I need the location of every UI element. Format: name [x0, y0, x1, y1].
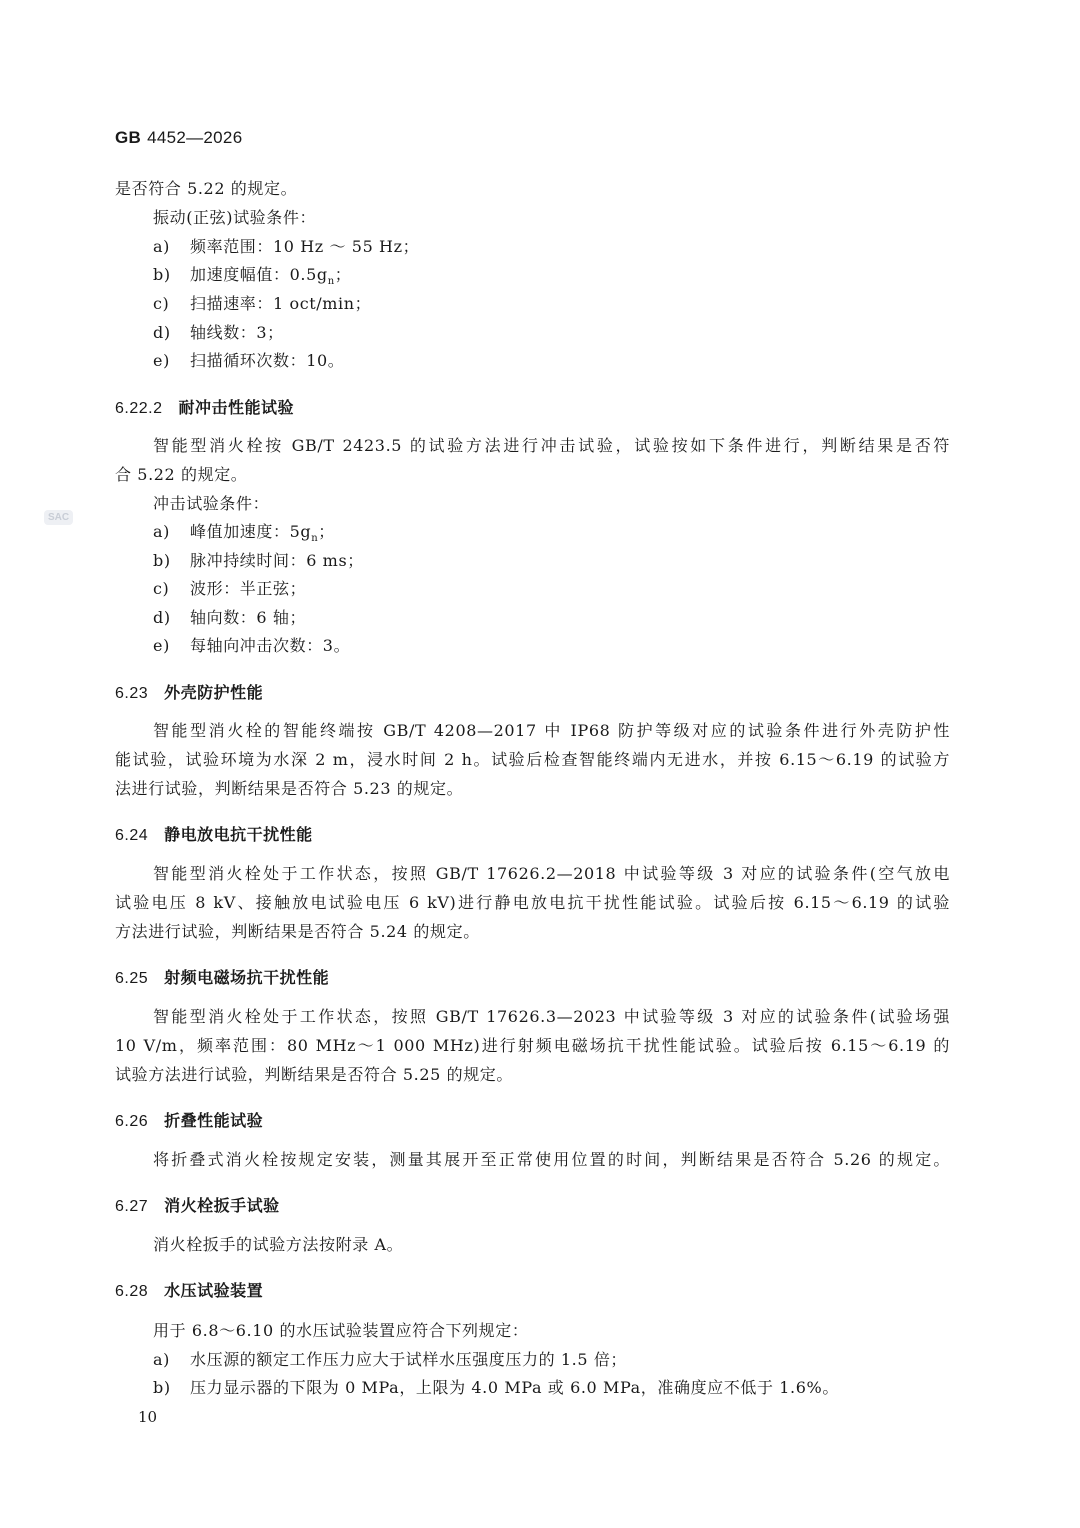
section-heading — [115, 680, 263, 703]
list-marker: a) — [153, 1350, 170, 1369]
paragraph-line: 10 V/m，频率范围：80 MHz～1 000 MHz)进行射频电磁场抗干扰性能试验。试验后按 6.15～6.19 的 — [115, 1036, 950, 1055]
list-semicolon: ； — [334, 265, 352, 284]
list-text: 每轴向冲击次数：3。 — [190, 636, 351, 655]
subscript-n: n — [311, 533, 319, 545]
section-heading — [115, 1278, 263, 1301]
paragraph-line: 振动(正弦)试验条件： — [153, 208, 317, 227]
list-item — [153, 293, 371, 315]
list-item — [153, 578, 306, 600]
list-item — [153, 1349, 627, 1371]
paragraph-line: 智能型消火栓的智能终端按 GB/T 4208—2017 中 IP68 防护等级对应的试验条件进行外壳防护性 — [153, 721, 950, 740]
section-title: 折叠性能试验 — [164, 1113, 264, 1130]
paragraph-line: 用于 6.8～6.10 的水压试验装置应符合下列规定： — [153, 1321, 529, 1340]
section-heading — [115, 1193, 280, 1216]
subscript-n: n — [327, 276, 335, 288]
list-item — [153, 1377, 839, 1399]
paragraph-line: 智能型消火栓按 GB/T 2423.5 的试验方法进行冲击试验，试验按如下条件进行，判断结果是否符 — [153, 436, 950, 455]
list-item — [153, 322, 284, 344]
list-text: 加速度幅值：0.5g — [190, 265, 328, 284]
section-heading — [115, 822, 313, 845]
list-item — [153, 521, 335, 550]
list-text: 扫描速率：1 oct/min； — [190, 294, 372, 313]
standard-number: 4452—2026 — [147, 128, 243, 147]
paragraph-line: 试验电压 8 kV、接触放电试验电压 6 kV)进行静电放电抗干扰性能试验。试验后按 6.15～6.19 的试验 — [115, 893, 950, 912]
list-semicolon: ； — [318, 522, 335, 541]
list-marker: a) — [153, 522, 170, 541]
section-number: 6.25 — [115, 970, 149, 987]
list-marker: b) — [153, 265, 171, 284]
standard-prefix: GB — [115, 128, 142, 147]
section-number: 6.23 — [115, 685, 149, 702]
paragraph-line: 将折叠式消火栓按规定安装，测量其展开至正常使用位置的时间，判断结果是否符合 5.26 的规定。 — [153, 1150, 950, 1169]
list-text: 峰值加速度：5g — [190, 522, 312, 541]
section-number: 6.26 — [115, 1113, 149, 1130]
list-text: 轴线数：3； — [190, 323, 284, 342]
paragraph-line: 合 5.22 的规定。 — [115, 465, 248, 484]
section-number: 6.27 — [115, 1198, 149, 1215]
list-item — [153, 550, 364, 572]
list-marker: b) — [153, 1378, 171, 1397]
section-heading — [115, 965, 329, 988]
list-marker: d) — [153, 323, 171, 342]
section-title: 外壳防护性能 — [164, 685, 264, 702]
section-number: 6.24 — [115, 827, 149, 844]
list-marker: c) — [153, 579, 170, 598]
section-number: 6.22.2 — [115, 400, 163, 417]
paragraph-line: 智能型消火栓处于工作状态，按照 GB/T 17626.3—2023 中试验等级 3 对应的试验条件(试验场强 — [153, 1007, 950, 1026]
list-text: 压力显示器的下限为 0 MPa，上限为 4.0 MPa 或 6.0 MPa，准确度应不低于 1.6%。 — [190, 1378, 839, 1397]
paragraph-line: 是否符合 5.22 的规定。 — [115, 179, 298, 198]
section-title: 消火栓扳手试验 — [164, 1198, 280, 1215]
list-text: 波形：半正弦； — [190, 579, 307, 598]
page-number: 10 — [138, 1408, 158, 1426]
paragraph-line: 试验方法进行试验，判断结果是否符合 5.25 的规定。 — [115, 1065, 513, 1084]
paragraph-line: 法进行试验，判断结果是否符合 5.23 的规定。 — [115, 779, 464, 798]
list-item — [153, 350, 344, 372]
sac-watermark: SAC — [44, 510, 73, 525]
section-title: 射频电磁场抗干扰性能 — [164, 970, 330, 987]
section-number: 6.28 — [115, 1283, 149, 1300]
list-marker: e) — [153, 636, 170, 655]
paragraph-line: 方法进行试验，判断结果是否符合 5.24 的规定。 — [115, 922, 480, 941]
standard-header — [115, 128, 242, 148]
list-text: 轴向数：6 轴； — [190, 608, 307, 627]
list-text: 频率范围：10 Hz ～ 55 Hz； — [190, 237, 420, 256]
section-heading — [115, 395, 294, 418]
paragraph-line: 能试验，试验环境为水深 2 m，浸水时间 2 h。试验后检查智能终端内无进水，并按 6.15～6.19 的试验方 — [115, 750, 950, 769]
section-title: 水压试验装置 — [164, 1283, 264, 1300]
list-item — [153, 635, 350, 657]
list-text: 脉冲持续时间：6 ms； — [190, 551, 364, 570]
paragraph-line: 智能型消火栓处于工作状态，按照 GB/T 17626.2—2018 中试验等级 3 对应的试验条件(空气放电 — [153, 864, 950, 883]
paragraph-line: 冲击试验条件： — [153, 494, 270, 513]
paragraph-line: 消火栓扳手的试验方法按附录 A。 — [153, 1235, 404, 1254]
list-item — [153, 607, 306, 629]
list-marker: a) — [153, 237, 170, 256]
list-marker: d) — [153, 608, 171, 627]
section-title: 静电放电抗干扰性能 — [164, 827, 313, 844]
section-heading — [115, 1108, 263, 1131]
list-text: 水压源的额定工作压力应大于试样水压强度压力的 1.5 倍； — [190, 1350, 628, 1369]
list-marker: b) — [153, 551, 171, 570]
list-item — [153, 264, 351, 293]
list-marker: c) — [153, 294, 170, 313]
list-text: 扫描循环次数：10。 — [190, 351, 345, 370]
section-title: 耐冲击性能试验 — [178, 400, 294, 417]
list-marker: e) — [153, 351, 170, 370]
list-item — [153, 236, 419, 258]
